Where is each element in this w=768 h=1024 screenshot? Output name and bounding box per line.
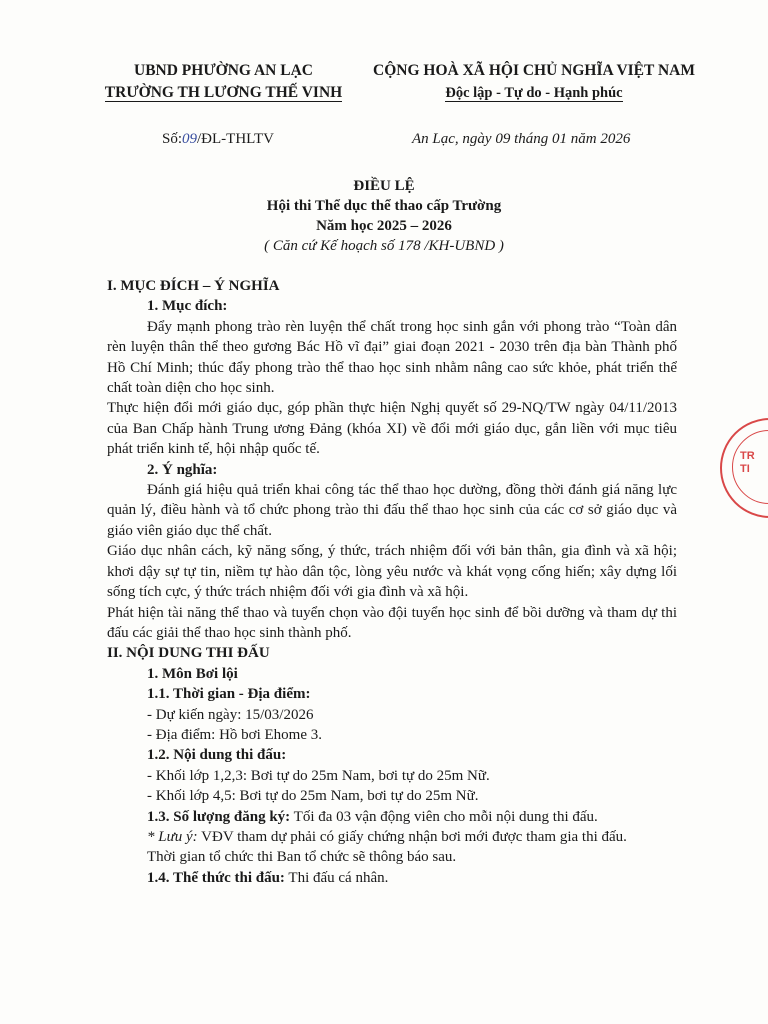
title-block bbox=[0, 176, 768, 256]
issuing-organization bbox=[96, 60, 351, 104]
paragraph: Thời gian tổ chức thi Ban tổ chức sẽ thông báo sau. bbox=[147, 849, 457, 866]
paragraph: 1.4. Thể thức thi đấu: Thi đấu cá nhân. bbox=[147, 869, 389, 886]
document-number: Số:09/ĐL-THLTV bbox=[162, 131, 274, 147]
paragraph: Giáo dục nhân cách, kỹ năng sống, ý thức, trách nhiệm đối với bản thân, gia đình và xã hội; khơi dậy sự tự tin, niềm tự hào dân tộc, lòng yêu nước và khát vọng cống hiến; xây dựng lối sống tích cực, ý thức trách nhiệm đối với gia đình và xã hội. bbox=[107, 543, 677, 601]
paragraph: Đánh giá hiệu quả triển khai công tác thể thao học dường, đồng thời đánh giá năng lực quản lý, điều hành và tổ chức phong trào thi đấu thể thao học sinh của các cơ sở giáo dục và giáo viên giáo dục thể chất. bbox=[107, 482, 677, 539]
document-body bbox=[107, 276, 677, 888]
note: * Lưu ý: VĐV tham dự phải có giấy chứng nhận bơi mới được tham gia thi đấu. bbox=[147, 828, 627, 845]
list-item: - Dự kiến ngày: 15/03/2026 bbox=[147, 706, 314, 723]
paragraph: Thực hiện đổi mới giáo dục, góp phần thực hiện Nghị quyết số 29-NQ/TW ngày 04/11/2013 của Ban Chấp hành Trung ương Đảng (khóa XI) về đổi mới giáo dục, gắn liền với mục tiêu phát triển kinh tế, hội nhập quốc tế. bbox=[107, 400, 677, 458]
seal-text: TR TI bbox=[740, 450, 755, 475]
org-line-1: UBND PHƯỜNG AN LẠC bbox=[134, 62, 313, 79]
org-line-2: TRƯỜNG TH LƯƠNG THẾ VINH bbox=[104, 84, 343, 101]
paragraph: Đẩy mạnh phong trào rèn luyện thể chất trong học sinh gắn với phong trào “Toàn dân rèn luyện thân thể theo gương Bác Hồ vĩ đại” giai đoạn 2021 - 2030 trên địa bàn Thành phố Hồ Chí Minh; thúc đẩy phong trào thể thao học sinh nhằm nâng cao sức khỏe, phát triển thể chất toàn diện cho học sinh. bbox=[107, 318, 677, 397]
subsection-heading: 1.3. Số lượng đăng ký: bbox=[147, 808, 291, 825]
document-date: An Lạc, ngày 09 tháng 01 năm 2026 bbox=[412, 131, 631, 147]
document-title: ĐIỀU LỆ bbox=[353, 178, 415, 194]
note-label: * Lưu ý: bbox=[147, 828, 198, 845]
subsection-heading: 1.1. Thời gian - Địa điểm: bbox=[147, 686, 311, 703]
subsection-heading: 1.4. Thể thức thi đấu: bbox=[147, 869, 285, 886]
subsection-heading: 2. Ý nghĩa: bbox=[147, 461, 218, 478]
subsection-heading: 1. Môn Bơi lội bbox=[147, 665, 238, 682]
nation-line-2: Độc lập - Tự do - Hạnh phúc bbox=[445, 85, 623, 101]
document-number-value: 09 bbox=[182, 131, 198, 147]
paragraph: 1.3. Số lượng đăng ký: Tối đa 03 vận động viên cho mỗi nội dung thi đấu. bbox=[147, 808, 598, 825]
national-motto bbox=[358, 60, 710, 104]
section-heading: I. MỤC ĐÍCH – Ý NGHĨA bbox=[107, 278, 280, 294]
list-item: - Khối lớp 4,5: Bơi tự do 25m Nam, bơi tự do 25m Nữ. bbox=[147, 788, 479, 805]
section-heading: II. NỘI DUNG THI ĐẤU bbox=[107, 645, 270, 662]
subsection-heading: 1.2. Nội dung thi đấu: bbox=[147, 747, 287, 764]
paragraph: Phát hiện tài năng thể thao và tuyển chọn vào đội tuyển học sinh để bồi dưỡng và tham dự thi đấu các giải thể thao học sinh thành phố. bbox=[107, 604, 677, 641]
document-subtitle-1: Hội thi Thể dục thể thao cấp Trường bbox=[266, 198, 502, 214]
document-subtitle-2: Năm học 2025 – 2026 bbox=[316, 218, 452, 234]
subsection-heading: 1. Mục đích: bbox=[147, 298, 228, 315]
nation-line-1: CỘNG HOÀ XÃ HỘI CHỦ NGHĨA VIỆT NAM bbox=[373, 62, 695, 79]
list-item: - Địa điểm: Hồ bơi Ehome 3. bbox=[147, 726, 322, 743]
list-item: - Khối lớp 1,2,3: Bơi tự do 25m Nam, bơi tự do 25m Nữ. bbox=[147, 767, 490, 784]
official-seal bbox=[720, 418, 768, 518]
document-basis: ( Căn cứ Kế hoạch số 178 /KH-UBND ) bbox=[264, 238, 504, 254]
